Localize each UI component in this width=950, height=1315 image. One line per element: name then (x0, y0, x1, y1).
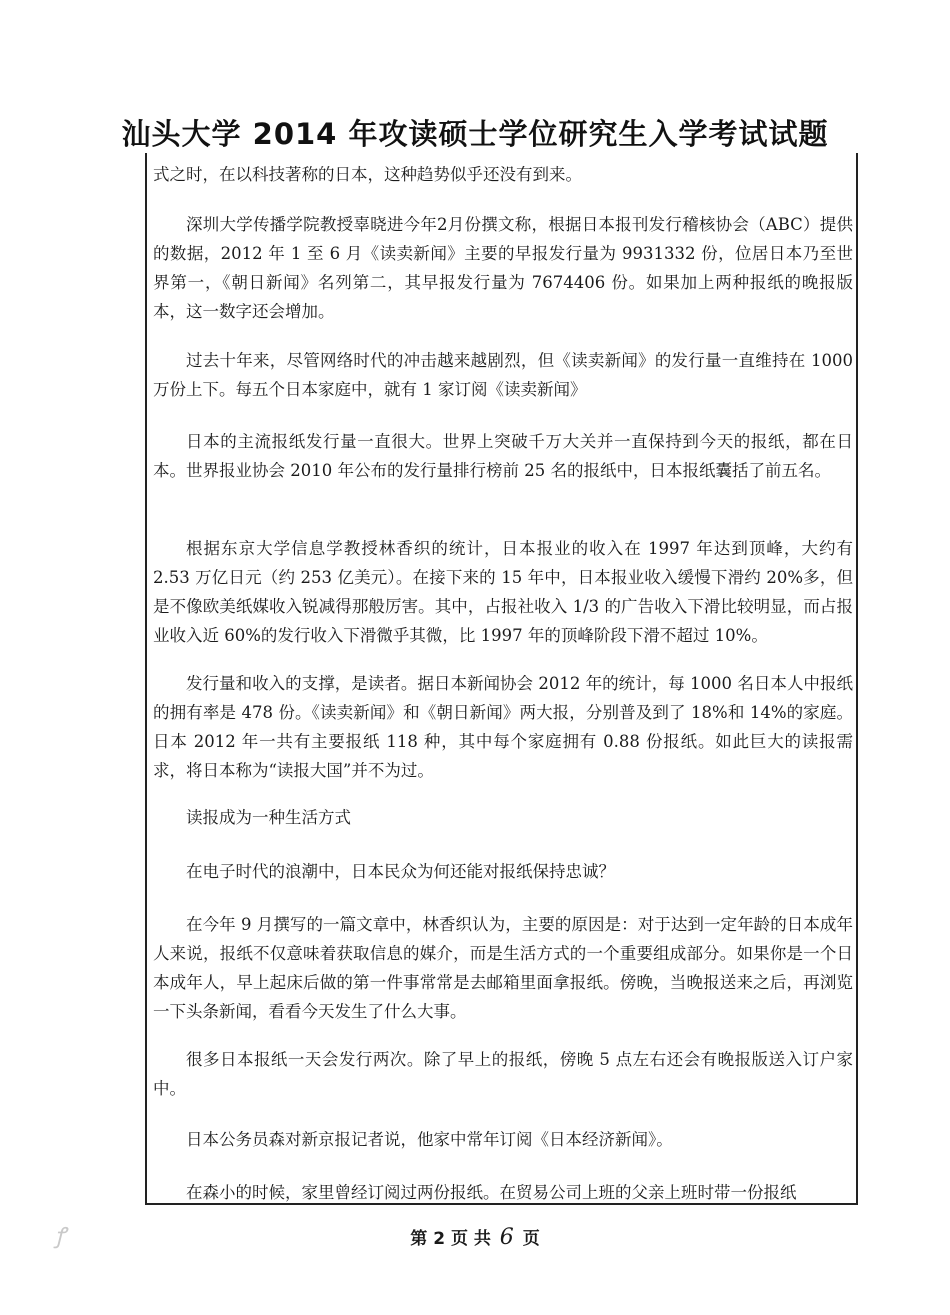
paragraph-9: 很多日本报纸一天会发行两次。除了早上的报纸，傍晚 5 点左右还会有晚报版送入订户家中。 (153, 1050, 853, 1098)
page-number-suffix: 页 (522, 1229, 540, 1249)
paragraph-6: 发行量和收入的支撑，是读者。据日本新闻协会 2012 年的统计，每 1000 名日本人中报纸的拥有率是 478 份。《读卖新闻》和《朝日新闻》两大报，分别普及到了 18%和 14%的家庭。日本 2012 年一共有主要报纸 118 种，其中每个家庭拥有 0.88 份报纸。如此巨大的读报需求，将日本称为“读报大国”并不为过。 (153, 674, 853, 780)
paragraph-2: 深圳大学传播学院教授辜晓进今年2月份撰文称，根据日本报刊发行稽核协会（ABC）提供的数据，2012 年 1 至 6 月《读卖新闻》主要的早报发行量为 9931332 份，位居日本乃至世界第一，《朝日新闻》名列第二，其早报发行量为 7674406 份。如果加上两种报纸的晚报版本，这一数字还会增加。 (153, 215, 853, 321)
page-total-handwritten: 6 (499, 1225, 514, 1250)
margin-scribble: ꝭ (55, 1224, 66, 1249)
paragraph-11: 在森小的时候，家里曾经订阅过两份报纸。在贸易公司上班的父亲上班时带一份报纸 (186, 1183, 797, 1202)
paragraph-7: 在电子时代的浪潮中，日本民众为何还能对报纸保持忠诚？ (186, 862, 615, 881)
paragraph-3: 过去十年来，尽管网络时代的冲击越来越剧烈，但《读卖新闻》的发行量一直维持在 1000 万份上下。每五个日本家庭中，就有 1 家订阅《读卖新闻》 (153, 351, 853, 399)
paragraph-5: 根据东京大学信息学教授林香织的统计，日本报业的收入在 1997 年达到顶峰，大约有 2.53 万亿日元（约 253 亿美元）。在接下来的 15 年中，日本报业收入缓慢下滑约 20%多，但是不像欧美纸媒收入锐减得那般厉害。其中，占报社收入 1/3 的广告收入下滑比较明显，而占报业收入近 60%的发行收入下滑微乎其微，比 1997 年的顶峰阶段下滑不超过 10%。 (153, 539, 853, 645)
paragraph-4: 日本的主流报纸发行量一直很大。世界上突破千万大关并一直保持到今天的报纸，都在日本。世界报业协会 2010 年公布的发行量排行榜前 25 名的报纸中，日本报纸囊括了前五名。 (153, 432, 853, 480)
exam-title: 汕头大学 2014 年攻读硕士学位研究生入学考试试题 (121, 117, 829, 151)
page-number-prefix: 第 2 页 共 (410, 1229, 491, 1249)
section-heading: 读报成为一种生活方式 (186, 808, 351, 827)
paragraph-8: 在今年 9 月撰写的一篇文章中，林香织认为，主要的原因是：对于达到一定年龄的日本成年人来说，报纸不仅意味着获取信息的媒介，而是生活方式的一个重要组成部分。如果你是一个日本成年人，早上起床后做的第一件事常常是去邮箱里面拿报纸。傍晚，当晚报送来之后，再浏览一下头条新闻，看看今天发生了什么大事。 (153, 915, 853, 1021)
paragraph-1: 式之时，在以科技著称的日本，这种趋势似乎还没有到来。 (153, 165, 582, 184)
page-number (0, 1224, 950, 1250)
paragraph-10: 日本公务员森对新京报记者说，他家中常年订阅《日本经济新闻》。 (186, 1130, 673, 1149)
